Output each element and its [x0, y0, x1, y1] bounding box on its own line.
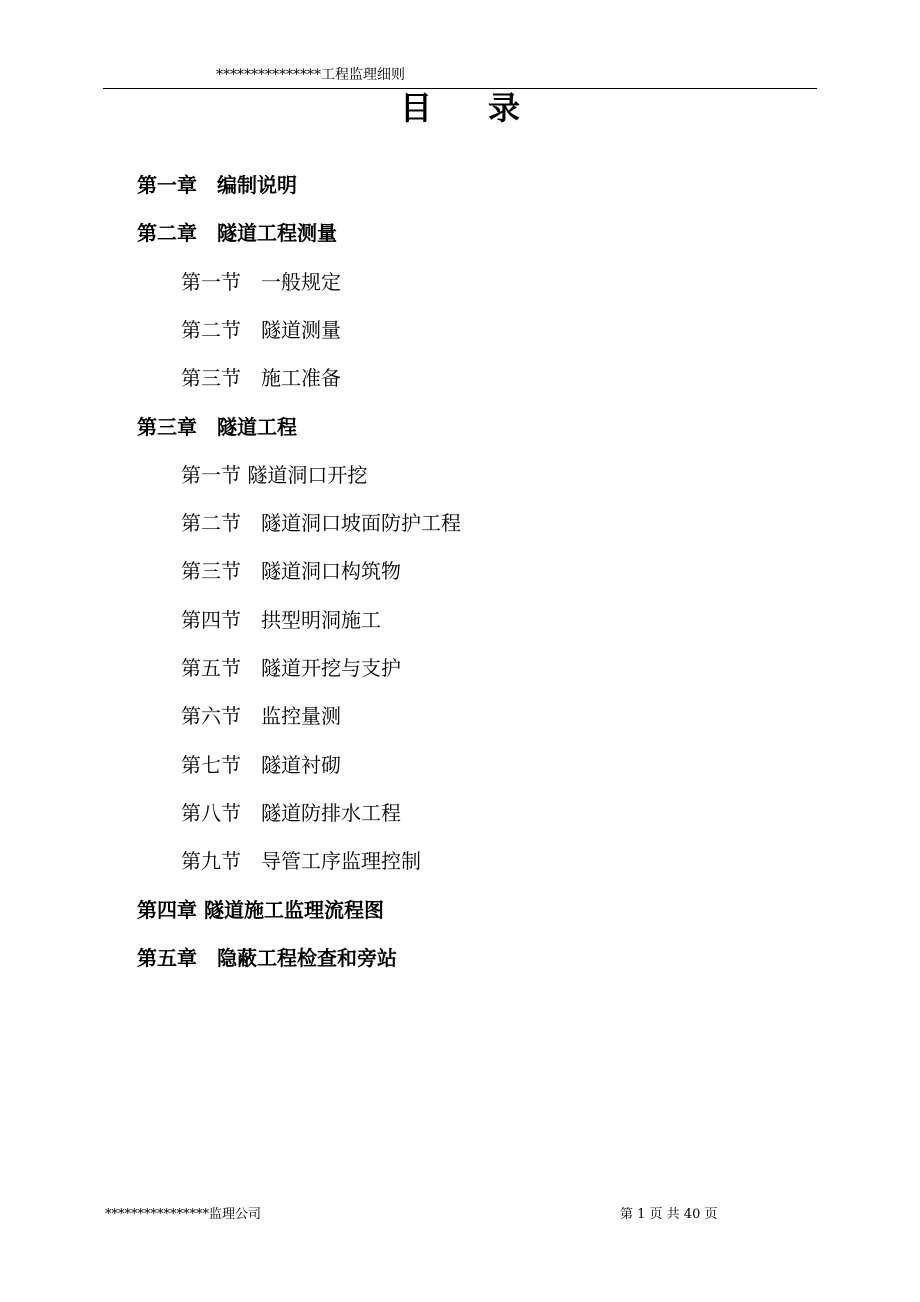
toc-entry-separator [241, 753, 261, 777]
toc-entry-title: 隧道防排水工程 [261, 801, 401, 825]
header-text: ***************工程监理细则 [216, 67, 405, 83]
toc-section-entry[interactable] [181, 799, 401, 827]
toc-entry-title: 监控量测 [261, 704, 341, 728]
toc-entry-separator [241, 656, 261, 680]
toc-entry-number: 第七节 [181, 753, 241, 777]
toc-section-entry[interactable] [181, 702, 341, 730]
toc-entry-number: 第四章 [137, 898, 197, 922]
toc-title [0, 84, 920, 132]
toc-entry-number: 第五节 [181, 656, 241, 680]
toc-entry-number: 第一节 [181, 270, 241, 294]
toc-entry-title: 拱型明洞施工 [261, 608, 381, 632]
toc-entry-separator [197, 221, 217, 245]
toc-section-entry[interactable] [181, 268, 341, 296]
toc-entry-number: 第一章 [137, 173, 197, 197]
toc-entry-title: 隧道衬砌 [261, 753, 341, 777]
toc-entry-title: 导管工序监理控制 [261, 849, 421, 873]
toc-title-char-2: 录 [488, 89, 521, 127]
toc-section-entry[interactable] [181, 654, 401, 682]
toc-chapter-entry[interactable] [137, 944, 397, 972]
toc-entry-title: 施工准备 [261, 366, 341, 390]
toc-chapter-entry[interactable] [137, 896, 384, 924]
toc-entry-separator [241, 318, 261, 342]
toc-entry-number: 第三节 [181, 366, 241, 390]
toc-entry-title: 编制说明 [217, 173, 297, 197]
toc-entry-separator [241, 366, 261, 390]
toc-entry-number: 第九节 [181, 849, 241, 873]
toc-title-char-1: 目 [399, 89, 432, 127]
toc-entry-number: 第四节 [181, 608, 241, 632]
toc-entry-number: 第八节 [181, 801, 241, 825]
toc-entry-title: 隧道开挖与支护 [261, 656, 401, 680]
toc-entry-number: 第二节 [181, 318, 241, 342]
toc-entry-title: 隧道测量 [261, 318, 341, 342]
toc-section-entry[interactable] [181, 751, 341, 779]
toc-chapter-entry[interactable] [137, 219, 337, 247]
toc-entry-separator [241, 511, 261, 535]
toc-entry-separator [197, 173, 217, 197]
toc-entry-separator [241, 704, 261, 728]
toc-section-entry[interactable] [181, 606, 381, 634]
toc-section-entry[interactable] [181, 847, 421, 875]
toc-entry-separator [241, 801, 261, 825]
toc-entry-title: 一般规定 [261, 270, 341, 294]
toc-entry-title: 隧道洞口开挖 [247, 463, 368, 487]
toc-section-entry[interactable] [181, 364, 341, 392]
toc-section-entry[interactable] [181, 557, 401, 585]
toc-entry-separator [241, 608, 261, 632]
toc-entry-separator [241, 270, 261, 294]
toc-entry-number: 第三章 [137, 415, 197, 439]
footer-company: ****************监理公司 [105, 1207, 262, 1222]
toc-entry-title: 隧道工程 [217, 415, 297, 439]
toc-entry-title: 隧道洞口坡面防护工程 [261, 511, 461, 535]
toc-chapter-entry[interactable] [137, 413, 297, 441]
toc-entry-title: 隧道工程测量 [217, 221, 337, 245]
toc-section-entry[interactable] [181, 316, 341, 344]
toc-section-entry[interactable] [181, 509, 461, 537]
toc-entry-number: 第二章 [137, 221, 197, 245]
toc-entry-number: 第二节 [181, 511, 241, 535]
toc-entry-number: 第五章 [137, 946, 197, 970]
toc-entry-title: 隧道施工监理流程图 [203, 898, 384, 922]
toc-section-entry[interactable] [181, 461, 367, 489]
toc-entry-separator [197, 898, 204, 922]
toc-entry-separator [197, 415, 217, 439]
toc-entry-title: 隐蔽工程检查和旁站 [217, 946, 397, 970]
footer-page-number: 第 1 页 共 40 页 [620, 1207, 718, 1222]
toc-chapter-entry[interactable] [137, 171, 297, 199]
toc-entry-title: 隧道洞口构筑物 [261, 559, 401, 583]
toc-entry-number: 第六节 [181, 704, 241, 728]
toc-entry-number: 第三节 [181, 559, 241, 583]
toc-entry-separator [241, 559, 261, 583]
toc-entry-separator [197, 946, 217, 970]
toc-entry-separator [241, 849, 261, 873]
toc-entry-number: 第一节 [181, 463, 241, 487]
